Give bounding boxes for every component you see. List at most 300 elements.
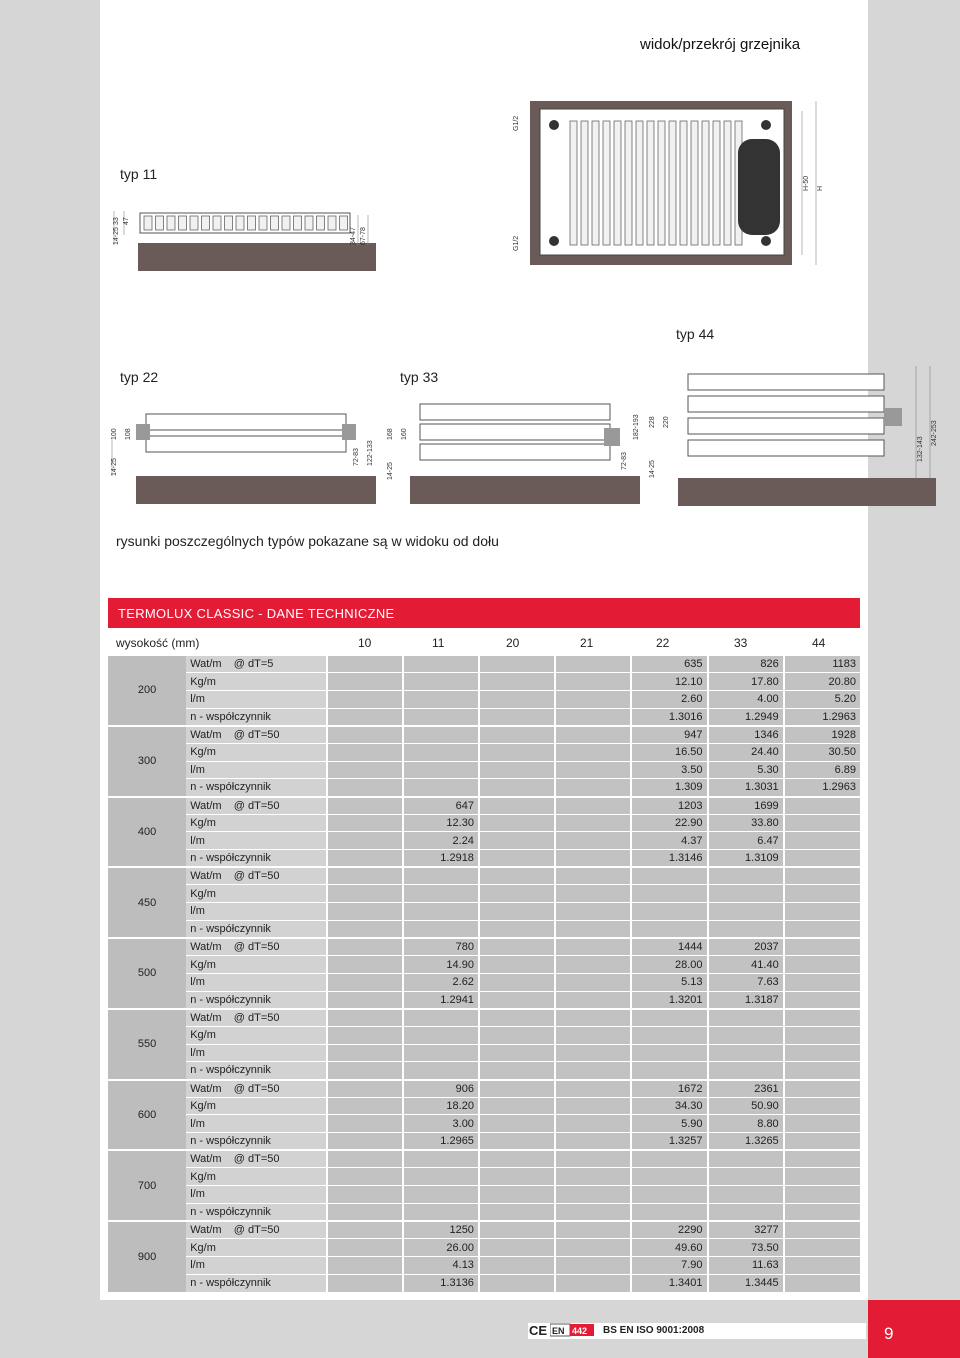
radiator-panel bbox=[420, 444, 610, 460]
value-cell bbox=[784, 1133, 860, 1151]
label-typ-33: typ 33 bbox=[400, 369, 439, 385]
value-cell bbox=[403, 761, 479, 779]
value-cell: 5.90 bbox=[631, 1115, 707, 1133]
value-cell: 1.3016 bbox=[631, 708, 707, 726]
value-cell: 635 bbox=[631, 655, 707, 673]
value-cell bbox=[403, 1203, 479, 1221]
value-cell bbox=[327, 655, 403, 673]
value-cell: 826 bbox=[708, 655, 784, 673]
type-header: 44 bbox=[812, 636, 826, 650]
value-cell bbox=[555, 814, 631, 832]
param-cell: n - współczynnik bbox=[186, 1062, 326, 1080]
value-cell: 28.00 bbox=[631, 956, 707, 974]
value-cell bbox=[784, 973, 860, 991]
table-row bbox=[108, 1133, 860, 1151]
value-cell bbox=[708, 1009, 784, 1027]
value-cell bbox=[479, 708, 555, 726]
dim-label: 14-25 bbox=[111, 458, 118, 476]
value-cell bbox=[479, 1026, 555, 1044]
table-header-row bbox=[108, 632, 860, 652]
table-row bbox=[108, 1009, 860, 1027]
value-cell bbox=[479, 1062, 555, 1080]
value-cell bbox=[327, 920, 403, 938]
value-cell: 947 bbox=[631, 726, 707, 744]
value-cell: 2.62 bbox=[403, 973, 479, 991]
param-cell: n - współczynnik bbox=[186, 920, 326, 938]
value-cell bbox=[479, 743, 555, 761]
value-cell bbox=[327, 1256, 403, 1274]
param-cell: Kg/m bbox=[186, 885, 326, 903]
value-cell bbox=[327, 867, 403, 885]
height-cell: 500 bbox=[108, 938, 186, 1009]
value-cell: 2290 bbox=[631, 1221, 707, 1239]
value-cell: 14.90 bbox=[403, 956, 479, 974]
value-cell bbox=[555, 1044, 631, 1062]
radiator-panel bbox=[688, 396, 884, 412]
value-cell bbox=[784, 1256, 860, 1274]
value-cell bbox=[403, 779, 479, 797]
table-row bbox=[108, 1044, 860, 1062]
value-cell bbox=[631, 1062, 707, 1080]
value-cell bbox=[479, 761, 555, 779]
value-cell bbox=[403, 1044, 479, 1062]
value-cell bbox=[403, 726, 479, 744]
wall-floor bbox=[678, 478, 936, 506]
value-cell bbox=[784, 1150, 860, 1168]
param-cell: Wat/m @ dT=5 bbox=[186, 655, 326, 673]
value-cell: 41.40 bbox=[708, 956, 784, 974]
type-header: 11 bbox=[432, 636, 445, 650]
param-cell: n - współczynnik bbox=[186, 1203, 326, 1221]
param-cell: Wat/m @ dT=50 bbox=[186, 1080, 326, 1098]
page-number-box bbox=[868, 1300, 960, 1358]
value-cell bbox=[555, 1150, 631, 1168]
value-cell: 1.3109 bbox=[708, 850, 784, 868]
radiator-panel bbox=[688, 374, 884, 390]
param-cell: l/m bbox=[186, 690, 326, 708]
param-cell: l/m bbox=[186, 973, 326, 991]
value-cell bbox=[708, 1150, 784, 1168]
value-cell: 24.40 bbox=[708, 743, 784, 761]
param-cell: Kg/m bbox=[186, 1026, 326, 1044]
dim-label: 34-47 bbox=[350, 227, 357, 245]
value-cell bbox=[403, 708, 479, 726]
dim-label: H bbox=[817, 185, 824, 191]
value-cell bbox=[708, 920, 784, 938]
value-cell bbox=[555, 991, 631, 1009]
value-cell: 1699 bbox=[708, 797, 784, 815]
value-cell bbox=[555, 920, 631, 938]
param-cell: Kg/m bbox=[186, 743, 326, 761]
value-cell bbox=[784, 1186, 860, 1204]
table-row bbox=[108, 991, 860, 1009]
value-cell: 1.3146 bbox=[631, 850, 707, 868]
value-cell bbox=[479, 867, 555, 885]
param-cell: n - współczynnik bbox=[186, 1133, 326, 1151]
value-cell bbox=[784, 1062, 860, 1080]
table-row bbox=[108, 1221, 860, 1239]
value-cell bbox=[631, 1203, 707, 1221]
type-header: 10 bbox=[358, 636, 372, 650]
value-cell: 20.80 bbox=[784, 673, 860, 691]
value-cell bbox=[631, 867, 707, 885]
value-cell bbox=[555, 973, 631, 991]
value-cell bbox=[555, 1186, 631, 1204]
table-row bbox=[108, 938, 860, 956]
value-cell bbox=[327, 850, 403, 868]
param-cell: Wat/m @ dT=50 bbox=[186, 938, 326, 956]
value-cell: 7.63 bbox=[708, 973, 784, 991]
value-cell bbox=[479, 797, 555, 815]
value-cell: 1444 bbox=[631, 938, 707, 956]
value-cell: 18.20 bbox=[403, 1097, 479, 1115]
value-cell bbox=[784, 1168, 860, 1186]
value-cell: 1.3031 bbox=[708, 779, 784, 797]
value-cell bbox=[555, 850, 631, 868]
table-row bbox=[108, 1274, 860, 1292]
value-cell bbox=[631, 920, 707, 938]
value-cell bbox=[479, 779, 555, 797]
param-cell: l/m bbox=[186, 1115, 326, 1133]
value-cell: 17.80 bbox=[708, 673, 784, 691]
dim-label: 160 bbox=[401, 428, 408, 440]
value-cell bbox=[403, 743, 479, 761]
table-row bbox=[108, 1186, 860, 1204]
value-cell bbox=[327, 1168, 403, 1186]
value-cell bbox=[327, 1080, 403, 1098]
value-cell: 2361 bbox=[708, 1080, 784, 1098]
value-cell bbox=[403, 1009, 479, 1027]
value-cell bbox=[327, 1150, 403, 1168]
dim-label: 220 bbox=[663, 416, 670, 428]
value-cell: 1.2949 bbox=[708, 708, 784, 726]
value-cell bbox=[479, 850, 555, 868]
value-cell bbox=[479, 690, 555, 708]
table-row bbox=[108, 743, 860, 761]
value-cell bbox=[784, 920, 860, 938]
dim-label: 47 bbox=[123, 217, 130, 225]
value-cell bbox=[479, 1009, 555, 1027]
value-cell bbox=[784, 814, 860, 832]
typ-33-section-drawing bbox=[380, 400, 640, 506]
value-cell bbox=[327, 814, 403, 832]
value-cell bbox=[555, 743, 631, 761]
value-cell bbox=[784, 1026, 860, 1044]
ce-mark: CE bbox=[529, 1323, 548, 1338]
value-cell bbox=[479, 885, 555, 903]
value-cell bbox=[784, 885, 860, 903]
value-cell bbox=[784, 956, 860, 974]
value-cell: 8.80 bbox=[708, 1115, 784, 1133]
value-cell: 1.3265 bbox=[708, 1133, 784, 1151]
page-title: widok/przekrój grzejnika bbox=[640, 36, 801, 53]
radiator-panel bbox=[688, 418, 884, 434]
svg-text:EN: EN bbox=[552, 1326, 565, 1336]
value-cell bbox=[555, 903, 631, 921]
value-cell bbox=[555, 690, 631, 708]
value-cell bbox=[403, 1026, 479, 1044]
value-cell bbox=[784, 1044, 860, 1062]
param-cell: l/m bbox=[186, 1186, 326, 1204]
value-cell bbox=[708, 1168, 784, 1186]
value-cell bbox=[479, 1239, 555, 1257]
value-cell bbox=[479, 1221, 555, 1239]
value-cell: 5.30 bbox=[708, 761, 784, 779]
value-cell: 3.50 bbox=[631, 761, 707, 779]
page-number: 9 bbox=[884, 1324, 894, 1343]
value-cell: 3.00 bbox=[403, 1115, 479, 1133]
value-cell: 5.13 bbox=[631, 973, 707, 991]
value-cell bbox=[708, 1062, 784, 1080]
value-cell bbox=[555, 1133, 631, 1151]
value-cell bbox=[327, 991, 403, 1009]
technical-data-table bbox=[108, 654, 860, 1292]
value-cell: 11.63 bbox=[708, 1256, 784, 1274]
value-cell bbox=[555, 1168, 631, 1186]
dim-label: 228 bbox=[649, 416, 656, 428]
table-row bbox=[108, 903, 860, 921]
radiator-panel bbox=[420, 404, 610, 420]
value-cell bbox=[479, 1168, 555, 1186]
table-row bbox=[108, 655, 860, 673]
table-title: TERMOLUX CLASSIC - DANE TECHNICZNE bbox=[118, 606, 395, 621]
param-cell: Wat/m @ dT=50 bbox=[186, 1009, 326, 1027]
label-typ-22: typ 22 bbox=[120, 369, 159, 385]
dim-label: H-50 bbox=[803, 175, 810, 191]
value-cell bbox=[708, 885, 784, 903]
value-cell: 1928 bbox=[784, 726, 860, 744]
dim-label: 14-25 bbox=[649, 460, 656, 478]
height-cell: 700 bbox=[108, 1150, 186, 1221]
table-row bbox=[108, 1026, 860, 1044]
table-row bbox=[108, 850, 860, 868]
value-cell: 1.3187 bbox=[708, 991, 784, 1009]
table-title-bar bbox=[108, 598, 860, 628]
value-cell bbox=[327, 690, 403, 708]
value-cell: 1.3257 bbox=[631, 1133, 707, 1151]
value-cell bbox=[403, 673, 479, 691]
en-442-logo bbox=[550, 1322, 594, 1338]
value-cell bbox=[327, 1097, 403, 1115]
value-cell: 906 bbox=[403, 1080, 479, 1098]
value-cell: 1.3445 bbox=[708, 1274, 784, 1292]
value-cell: 5.20 bbox=[784, 690, 860, 708]
value-cell bbox=[555, 1062, 631, 1080]
value-cell bbox=[784, 1274, 860, 1292]
param-cell: n - współczynnik bbox=[186, 991, 326, 1009]
value-cell bbox=[555, 867, 631, 885]
value-cell bbox=[784, 903, 860, 921]
drawings-caption: rysunki poszczególnych typów pokazane są w widoku od dołu bbox=[116, 533, 499, 549]
typ-11-section-drawing bbox=[108, 205, 378, 275]
value-cell bbox=[555, 832, 631, 850]
value-cell bbox=[479, 1080, 555, 1098]
height-cell: 200 bbox=[108, 655, 186, 726]
table-row bbox=[108, 797, 860, 815]
value-cell: 3277 bbox=[708, 1221, 784, 1239]
wall-floor bbox=[138, 243, 376, 271]
value-cell bbox=[555, 708, 631, 726]
value-cell bbox=[479, 726, 555, 744]
dim-label: 72-83 bbox=[621, 452, 628, 470]
value-cell bbox=[555, 779, 631, 797]
value-cell bbox=[784, 797, 860, 815]
value-cell bbox=[327, 673, 403, 691]
value-cell: 2037 bbox=[708, 938, 784, 956]
param-cell: n - współczynnik bbox=[186, 779, 326, 797]
value-cell bbox=[555, 1115, 631, 1133]
value-cell bbox=[784, 1115, 860, 1133]
value-cell bbox=[327, 1115, 403, 1133]
param-cell: Wat/m @ dT=50 bbox=[186, 1150, 326, 1168]
dim-label: G1/2 bbox=[513, 235, 520, 251]
radiator-cutaway bbox=[738, 139, 780, 235]
value-cell bbox=[403, 903, 479, 921]
dim-label: 72-83 bbox=[353, 448, 360, 466]
value-cell bbox=[631, 1009, 707, 1027]
value-cell bbox=[479, 832, 555, 850]
table-row bbox=[108, 814, 860, 832]
radiator-panel bbox=[146, 436, 346, 452]
dim-label: G1/2 bbox=[513, 115, 520, 131]
dim-label: 242-253 bbox=[931, 420, 938, 446]
value-cell bbox=[784, 850, 860, 868]
value-cell: 22.90 bbox=[631, 814, 707, 832]
param-cell: l/m bbox=[186, 903, 326, 921]
param-cell: l/m bbox=[186, 1256, 326, 1274]
table-row bbox=[108, 1080, 860, 1098]
value-cell bbox=[631, 1186, 707, 1204]
param-cell: Kg/m bbox=[186, 673, 326, 691]
label-typ-11: typ 11 bbox=[120, 166, 158, 182]
typ-22-section-drawing bbox=[106, 400, 376, 506]
value-cell: 6.89 bbox=[784, 761, 860, 779]
value-cell bbox=[403, 1062, 479, 1080]
table-row bbox=[108, 708, 860, 726]
value-cell bbox=[784, 867, 860, 885]
param-cell: Wat/m @ dT=50 bbox=[186, 867, 326, 885]
value-cell: 1.2963 bbox=[784, 708, 860, 726]
value-cell bbox=[327, 797, 403, 815]
value-cell bbox=[327, 1133, 403, 1151]
value-cell: 780 bbox=[403, 938, 479, 956]
param-cell: l/m bbox=[186, 832, 326, 850]
table-row bbox=[108, 1115, 860, 1133]
value-cell bbox=[479, 1150, 555, 1168]
value-cell: 2.60 bbox=[631, 690, 707, 708]
value-cell bbox=[555, 1221, 631, 1239]
value-cell: 4.37 bbox=[631, 832, 707, 850]
table-row bbox=[108, 885, 860, 903]
table-row bbox=[108, 920, 860, 938]
table-row bbox=[108, 1062, 860, 1080]
value-cell bbox=[555, 1009, 631, 1027]
value-cell bbox=[327, 1274, 403, 1292]
value-cell bbox=[403, 867, 479, 885]
value-cell bbox=[403, 1168, 479, 1186]
value-cell bbox=[555, 1203, 631, 1221]
value-cell: 30.50 bbox=[784, 743, 860, 761]
table-row bbox=[108, 1150, 860, 1168]
value-cell bbox=[327, 1239, 403, 1257]
value-cell bbox=[479, 938, 555, 956]
value-cell: 1672 bbox=[631, 1080, 707, 1098]
dim-label: 33 bbox=[113, 217, 120, 225]
value-cell: 4.00 bbox=[708, 690, 784, 708]
value-cell: 1.309 bbox=[631, 779, 707, 797]
value-cell bbox=[784, 1009, 860, 1027]
table-row bbox=[108, 867, 860, 885]
table-row bbox=[108, 832, 860, 850]
height-cell: 600 bbox=[108, 1080, 186, 1151]
dim-label: 182-193 bbox=[633, 414, 640, 440]
value-cell: 1.2963 bbox=[784, 779, 860, 797]
value-cell bbox=[784, 832, 860, 850]
radiator-panel bbox=[420, 424, 610, 440]
value-cell bbox=[784, 1203, 860, 1221]
value-cell bbox=[708, 1203, 784, 1221]
value-cell bbox=[631, 1168, 707, 1186]
value-cell: 16.50 bbox=[631, 743, 707, 761]
value-cell: 4.13 bbox=[403, 1256, 479, 1274]
param-cell: Wat/m @ dT=50 bbox=[186, 726, 326, 744]
table-row bbox=[108, 1168, 860, 1186]
value-cell: 12.30 bbox=[403, 814, 479, 832]
param-cell: n - współczynnik bbox=[186, 708, 326, 726]
svg-text:442: 442 bbox=[572, 1326, 588, 1336]
value-cell bbox=[327, 708, 403, 726]
value-cell: 49.60 bbox=[631, 1239, 707, 1257]
value-cell bbox=[784, 1097, 860, 1115]
radiator-panel bbox=[688, 440, 884, 456]
value-cell bbox=[327, 956, 403, 974]
height-cell: 400 bbox=[108, 797, 186, 868]
value-cell bbox=[555, 655, 631, 673]
value-cell bbox=[555, 673, 631, 691]
value-cell bbox=[555, 1080, 631, 1098]
value-cell bbox=[555, 1274, 631, 1292]
value-cell: 1.3136 bbox=[403, 1274, 479, 1292]
value-cell bbox=[479, 973, 555, 991]
value-cell bbox=[784, 991, 860, 1009]
value-cell bbox=[708, 1186, 784, 1204]
value-cell: 7.90 bbox=[631, 1256, 707, 1274]
value-cell bbox=[555, 885, 631, 903]
value-cell bbox=[327, 779, 403, 797]
value-cell bbox=[327, 1186, 403, 1204]
value-cell bbox=[708, 1044, 784, 1062]
value-cell bbox=[555, 1026, 631, 1044]
param-cell: l/m bbox=[186, 761, 326, 779]
wall-floor bbox=[136, 476, 376, 504]
dim-label: 67-78 bbox=[360, 227, 367, 245]
value-cell bbox=[327, 761, 403, 779]
value-cell: 1.2965 bbox=[403, 1133, 479, 1151]
value-cell bbox=[555, 1097, 631, 1115]
radiator-panel bbox=[146, 414, 346, 430]
value-cell bbox=[403, 690, 479, 708]
front-view-drawing bbox=[510, 95, 830, 275]
value-cell bbox=[479, 920, 555, 938]
table-row bbox=[108, 779, 860, 797]
value-cell bbox=[708, 1026, 784, 1044]
value-cell: 1.3201 bbox=[631, 991, 707, 1009]
value-cell bbox=[479, 1044, 555, 1062]
value-cell bbox=[327, 903, 403, 921]
value-cell bbox=[403, 885, 479, 903]
table-row bbox=[108, 761, 860, 779]
value-cell bbox=[327, 973, 403, 991]
